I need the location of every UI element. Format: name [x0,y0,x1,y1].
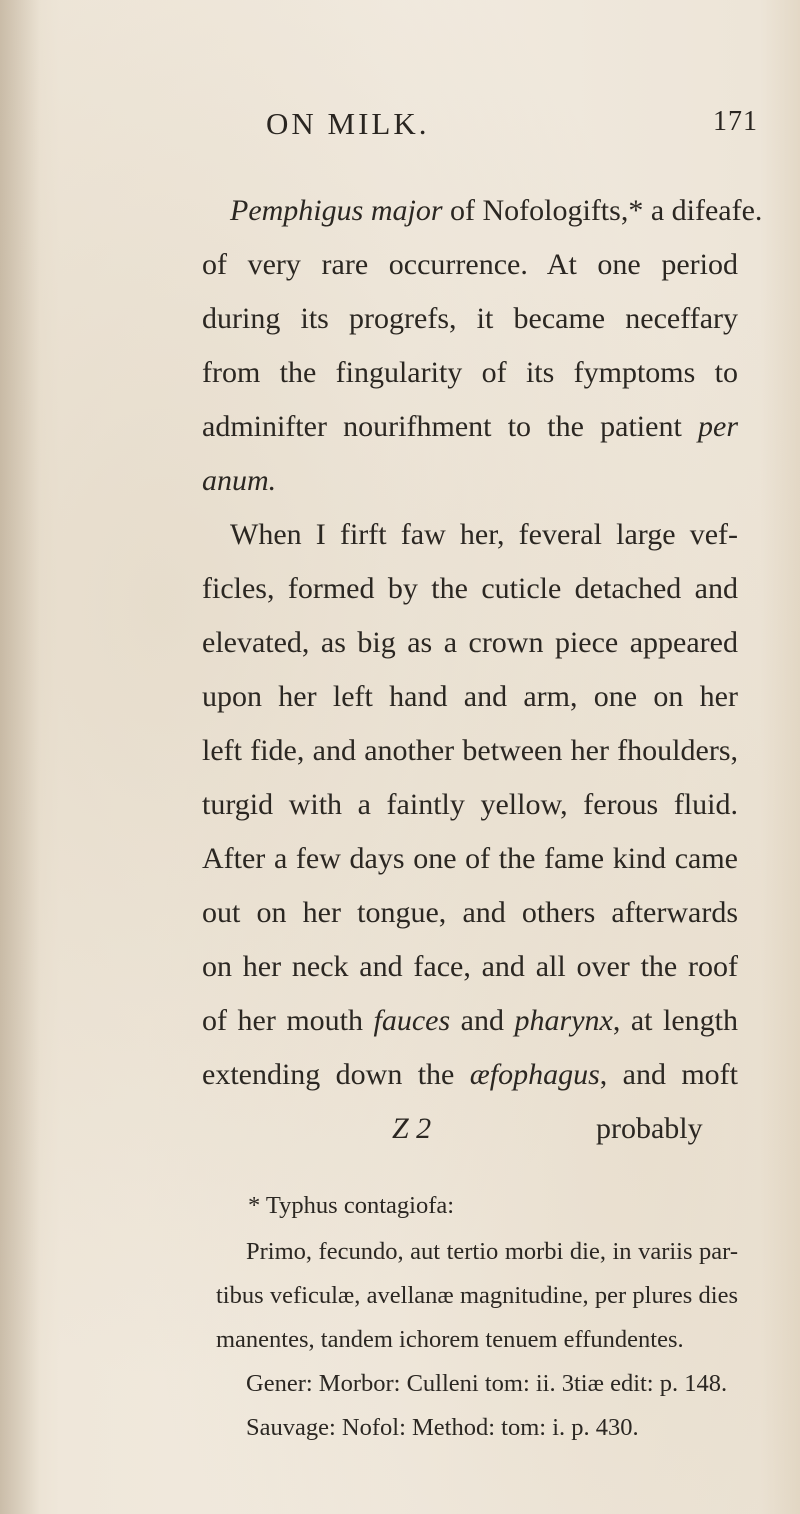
text-line: on her neck and face, and all over the roof [202,950,738,983]
text-line: of her mouth fauces and pharynx, at length [202,1004,738,1037]
footnote-line: * Typhus contagiofa: [248,1192,455,1219]
text-line: anum. [202,464,277,497]
page-number: 171 [713,106,758,137]
text-line: of very rare occurrence. At one period [202,248,738,281]
text-line: left fide, and another between her fhoulders, [202,734,738,767]
footnote-line: manentes, tandem ichorem tenuem effundentes. [216,1326,684,1353]
text-line: turgid with a faintly yellow, ferous fluid. [202,788,738,821]
text-line: Pemphigus major of Nofologifts,* a difeafe. [230,194,763,227]
text-line: After a few days one of the fame kind came [202,842,738,875]
text-line: during its progrefs, it became neceffary [202,302,738,335]
running-title: ON MILK. [266,106,430,141]
text-line: upon her left hand and arm, one on her [202,680,738,713]
text-line: out on her tongue, and others afterwards [202,896,738,929]
signature-mark: Z 2 [392,1112,432,1145]
text-line: When I firft faw her, feveral large vef- [230,518,738,551]
running-header [238,106,758,150]
text-line: ficles, formed by the cuticle detached and [202,572,738,605]
footnote-line: Sauvage: Nofol: Method: tom: i. p. 430. [246,1414,639,1441]
text-line: elevated, as big as a crown piece appeared [202,626,738,659]
footnote-line: tibus veficulæ, avellanæ magnitudine, per plures dies [216,1282,738,1309]
footnote-line: Primo, fecundo, aut tertio morbi die, in variis par- [246,1238,738,1265]
footnote-line: Gener: Morbor: Culleni tom: ii. 3tiæ edit: p. 148. [246,1370,728,1397]
text-line: from the fingularity of its fymptoms to [202,356,738,389]
text-line: adminifter nourifhment to the patient per [202,410,738,443]
catchword: probably [596,1112,703,1145]
text-line: extending down the æfophagus, and moft [202,1058,738,1091]
page-edge-shadow [0,0,40,1514]
